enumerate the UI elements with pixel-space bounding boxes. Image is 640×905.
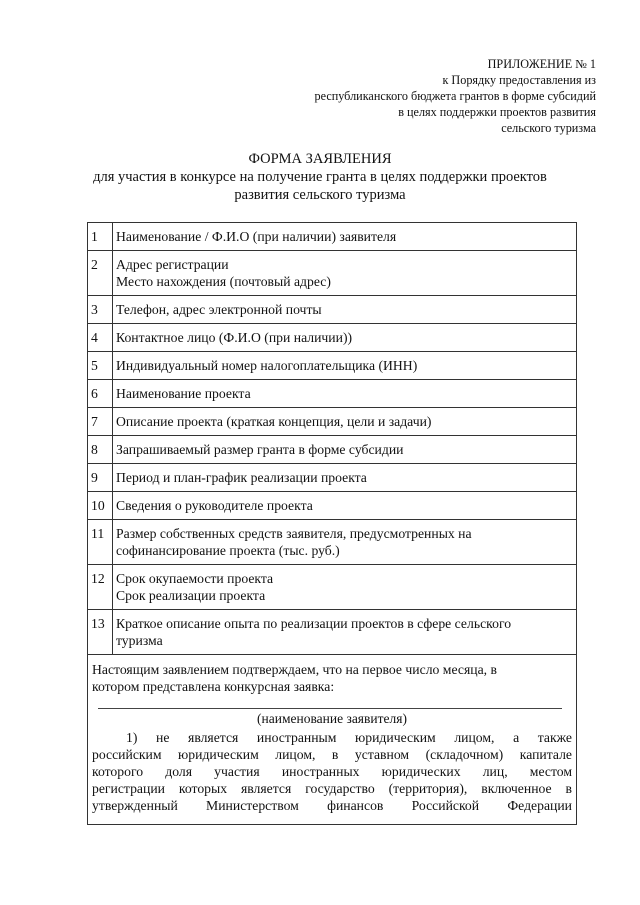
row-label — [113, 408, 577, 436]
table-row — [88, 565, 577, 610]
row-label-line: Контактное лицо (Ф.И.О (при наличии)) — [116, 330, 353, 345]
form-title-sub: развития сельского туризма — [234, 187, 406, 203]
row-label — [113, 223, 577, 251]
row-label-line: Сведения о руководителе проекта — [116, 498, 313, 513]
row-label-line: Запрашиваемый размер гранта в форме субсидии — [116, 442, 404, 457]
row-label-line: Место нахождения (почтовый адрес) — [116, 274, 331, 289]
declaration-paragraph — [92, 729, 572, 814]
application-table — [87, 222, 577, 825]
form-title-main: ФОРМА ЗАЯВЛЕНИЯ — [248, 151, 392, 167]
declaration-paragraph-line: российским юридическим лицом, в уставном (складочном) капитале — [92, 747, 572, 762]
row-label-line: Адрес регистрации — [116, 257, 229, 272]
row-number: 1 — [88, 223, 113, 251]
row-label-line: Наименование проекта — [116, 386, 251, 401]
row-label-line: Срок окупаемости проекта — [116, 571, 274, 586]
row-number: 4 — [88, 324, 113, 352]
application-table-body — [88, 223, 577, 655]
table-row — [88, 610, 577, 655]
declaration-paragraph-line: утвержденный Министерством финансов Российской Федерации — [92, 798, 572, 813]
row-number: 13 — [88, 610, 113, 655]
row-number: 9 — [88, 464, 113, 492]
row-label — [113, 464, 577, 492]
row-number: 8 — [88, 436, 113, 464]
table-row — [88, 251, 577, 296]
row-label-line: Срок реализации проекта — [116, 588, 266, 603]
applicant-name-line[interactable] — [98, 701, 562, 709]
table-row — [88, 464, 577, 492]
appendix-line: к Порядку предоставления из — [442, 73, 596, 87]
row-label-line: софинансирование проекта (тыс. руб.) — [116, 543, 340, 558]
row-label-line: Описание проекта (краткая концепция, цели и задачи) — [116, 414, 432, 429]
table-row — [88, 492, 577, 520]
table-row — [88, 223, 577, 251]
declaration-row — [88, 655, 577, 825]
row-label-line: Размер собственных средств заявителя, предусмотренных на — [116, 526, 472, 541]
row-label-line: Наименование / Ф.И.О (при наличии) заявителя — [116, 229, 397, 244]
declaration-intro-line: котором представлена конкурсная заявка: — [92, 679, 335, 694]
appendix-line: сельского туризма — [501, 121, 596, 135]
appendix-line: в целях поддержки проектов развития — [398, 105, 596, 119]
row-label-line: Период и план-график реализации проекта — [116, 470, 367, 485]
row-label — [113, 520, 577, 565]
row-label-line: Телефон, адрес электронной почты — [116, 302, 322, 317]
appendix-header — [315, 56, 596, 136]
table-row — [88, 324, 577, 352]
appendix-line: республиканского бюджета грантов в форме субсидий — [314, 89, 596, 103]
row-label — [113, 492, 577, 520]
declaration-intro-line: Настоящим заявлением подтверждаем, что на первое число месяца, в — [92, 662, 497, 677]
table-row — [88, 296, 577, 324]
row-number: 12 — [88, 565, 113, 610]
row-number: 11 — [88, 520, 113, 565]
row-number: 3 — [88, 296, 113, 324]
row-number: 5 — [88, 352, 113, 380]
table-row — [88, 352, 577, 380]
table-row — [88, 380, 577, 408]
declaration-cell — [88, 655, 577, 825]
declaration-paragraph-line: 1) не является иностранным юридическим лицом, а также — [126, 730, 572, 745]
row-label — [113, 436, 577, 464]
row-label — [113, 610, 577, 655]
applicant-name-caption: (наименование заявителя) — [257, 711, 407, 726]
declaration-intro — [92, 661, 572, 695]
row-number: 6 — [88, 380, 113, 408]
appendix-line: ПРИЛОЖЕНИЕ № 1 — [487, 57, 596, 71]
table-row — [88, 436, 577, 464]
row-label-line: туризма — [116, 633, 163, 648]
row-number: 2 — [88, 251, 113, 296]
row-label — [113, 296, 577, 324]
form-title — [0, 150, 640, 204]
row-label — [113, 251, 577, 296]
row-label-line: Индивидуальный номер налогоплательщика (ИНН) — [116, 358, 418, 373]
declaration-paragraph-line: которого доля участия иностранных юридических лиц, местом — [92, 764, 572, 779]
row-label — [113, 352, 577, 380]
row-number: 10 — [88, 492, 113, 520]
table-row — [88, 408, 577, 436]
form-title-sub: для участия в конкурсе на получение гранта в целях поддержки проектов — [93, 169, 547, 185]
row-label — [113, 565, 577, 610]
row-label-line: Краткое описание опыта по реализации проектов в сфере сельского — [116, 616, 512, 631]
row-label — [113, 324, 577, 352]
row-number: 7 — [88, 408, 113, 436]
table-row — [88, 520, 577, 565]
declaration-paragraph-line: регистрации которых является государство (территория), включенное в — [92, 781, 572, 796]
row-label — [113, 380, 577, 408]
